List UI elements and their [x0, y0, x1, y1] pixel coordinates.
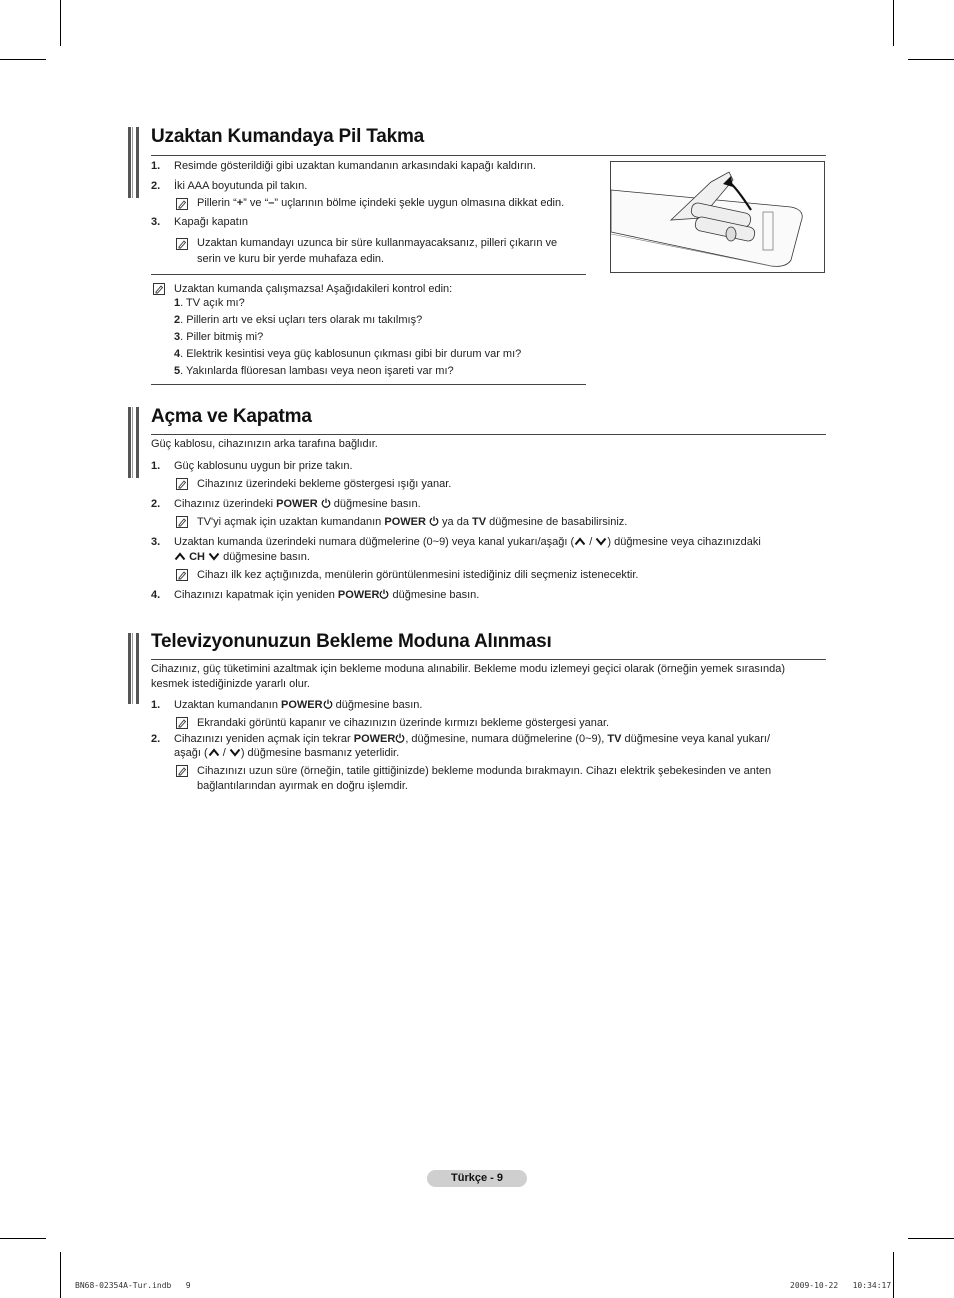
- section-marker: [128, 633, 139, 704]
- chevron-up-icon: [174, 552, 186, 561]
- step-number: 3.: [151, 536, 161, 548]
- crop-mark: [908, 59, 954, 60]
- power-icon: [429, 516, 439, 526]
- note-icon: [176, 238, 188, 250]
- crop-mark: [893, 0, 894, 46]
- section-rule: [151, 659, 826, 660]
- note-icon: [153, 283, 165, 295]
- note-text: Cihazı ilk kez açtığınızda, menülerin görüntülenmesini istediğiniz dili seçmeniz istenecektir.: [197, 569, 639, 581]
- power-icon: [321, 498, 331, 508]
- step-text: Cihazınız üzerindeki POWER düğmesine basın.: [174, 498, 421, 510]
- check-item: 5. Yakınlarda flüoresan lambası veya neon işareti var mı?: [174, 365, 454, 377]
- section-title: Televizyonunuzun Bekleme Moduna Alınması: [151, 631, 552, 652]
- chevron-down-icon: [595, 537, 607, 546]
- crop-mark: [908, 1238, 954, 1239]
- page-number-badge: Türkçe - 9: [427, 1170, 527, 1187]
- print-slug-right: 2009-10-22 10:34:17: [790, 1281, 892, 1290]
- note-text: TV'yi açmak için uzaktan kumandanın POWER ya da TV düğmesine de basabilirsiniz.: [197, 516, 628, 528]
- section-intro: Cihazınız, güç tüketimini azaltmak için bekleme moduna alınabilir. Bekleme modu izlemeyi geçici olarak (örneğin yemek sırasında): [151, 663, 786, 675]
- note-icon: [176, 765, 188, 777]
- section-intro: kesmek istediğinizde yararlı olur.: [151, 678, 310, 690]
- step-number: 1.: [151, 160, 161, 172]
- step-text: İki AAA boyutunda pil takın.: [174, 180, 308, 192]
- remote-battery-illustration: [610, 161, 825, 273]
- note-icon: [176, 569, 188, 581]
- power-icon: [379, 589, 389, 599]
- step-text: CH düğmesine basın.: [174, 550, 310, 564]
- section-marker: [128, 127, 139, 198]
- step-text: Güç kablosunu uygun bir prize takın.: [174, 460, 353, 472]
- section-intro: Güç kablosu, cihazınızın arka tarafına bağlıdır.: [151, 438, 378, 450]
- chevron-up-icon: [574, 537, 586, 546]
- step-number: 4.: [151, 589, 161, 601]
- step-text: Uzaktan kumandanın POWER düğmesine basın.: [174, 699, 423, 711]
- section-rule: [151, 434, 826, 435]
- step-text: aşağı ( / ) düğmesine basmanız yeterlidir.: [174, 747, 400, 759]
- print-slug-left: BN68-02354A-Tur.indb 9: [75, 1281, 191, 1290]
- crop-mark: [893, 1252, 894, 1298]
- note-text: Ekrandaki görüntü kapanır ve cihazınızın üzerinde kırmızı bekleme göstergesi yanar.: [197, 717, 610, 729]
- step-text: Kapağı kapatın: [174, 216, 249, 228]
- step-text: Uzaktan kumanda üzerindeki numara düğmelerine (0~9) veya kanal yukarı/aşağı ( / ) düğmesine veya cihazınızdaki: [174, 536, 761, 548]
- step-number: 1.: [151, 699, 161, 711]
- crop-mark: [0, 1238, 46, 1239]
- power-icon: [323, 699, 333, 709]
- section-marker: [128, 407, 139, 478]
- chevron-down-icon: [208, 552, 220, 561]
- note-icon: [176, 717, 188, 729]
- check-item: 3. Piller bitmiş mi?: [174, 331, 264, 343]
- step-number: 2.: [151, 733, 161, 745]
- note-icon: [176, 516, 188, 528]
- box-rule: [151, 274, 586, 275]
- crop-mark: [60, 1252, 61, 1298]
- power-icon: [395, 733, 405, 743]
- crop-mark: [60, 0, 61, 46]
- note-text: Cihazınızı uzun süre (örneğin, tatile gittiğinizde) bekleme modunda bırakmayın. Cihazı elektrik şebekesinden ve anten: [197, 765, 772, 777]
- check-item: 4. Elektrik kesintisi veya güç kablosunun çıkması gibi bir durum var mı?: [174, 348, 522, 360]
- note-icon: [176, 478, 188, 490]
- step-text: Resimde gösterildiği gibi uzaktan kumandanın arkasındaki kapağı kaldırın.: [174, 160, 536, 172]
- note-text: Cihazınız üzerindeki bekleme göstergesi ışığı yanar.: [197, 478, 452, 490]
- step-number: 2.: [151, 498, 161, 510]
- check-intro: Uzaktan kumanda çalışmazsa! Aşağıdakileri kontrol edin:: [174, 283, 453, 295]
- section-title: Uzaktan Kumandaya Pil Takma: [151, 126, 425, 147]
- check-item: 1. TV açık mı?: [174, 297, 245, 309]
- crop-mark: [0, 59, 46, 60]
- box-rule: [151, 384, 586, 385]
- step-number: 1.: [151, 460, 161, 472]
- chevron-up-icon: [208, 748, 220, 757]
- section-title: Açma ve Kapatma: [151, 406, 312, 427]
- note-text: bağlantılarından ayırmak en doğru işlemdir.: [197, 780, 408, 792]
- section-rule: [151, 155, 826, 156]
- note-icon: [176, 198, 188, 210]
- chevron-down-icon: [229, 748, 241, 757]
- note-text: serin ve kuru bir yerde muhafaza edin.: [197, 253, 385, 265]
- note-text: Uzaktan kumandayı uzunca bir süre kullanmayacaksanız, pilleri çıkarın ve: [197, 237, 558, 249]
- step-number: 2.: [151, 180, 161, 192]
- step-number: 3.: [151, 216, 161, 228]
- check-item: 2. Pillerin artı ve eksi uçları ters olarak mı takılmış?: [174, 314, 423, 326]
- step-text: Cihazınızı yeniden açmak için tekrar POWER , düğmesine, numara düğmelerine (0~9), TV düğmesine veya kanal yukarı/: [174, 733, 771, 745]
- note-text: Pillerin “+” ve “–” uçlarının bölme içindeki şekle uygun olmasına dikkat edin.: [197, 197, 565, 209]
- step-text: Cihazınızı kapatmak için yeniden POWER düğmesine basın.: [174, 589, 480, 601]
